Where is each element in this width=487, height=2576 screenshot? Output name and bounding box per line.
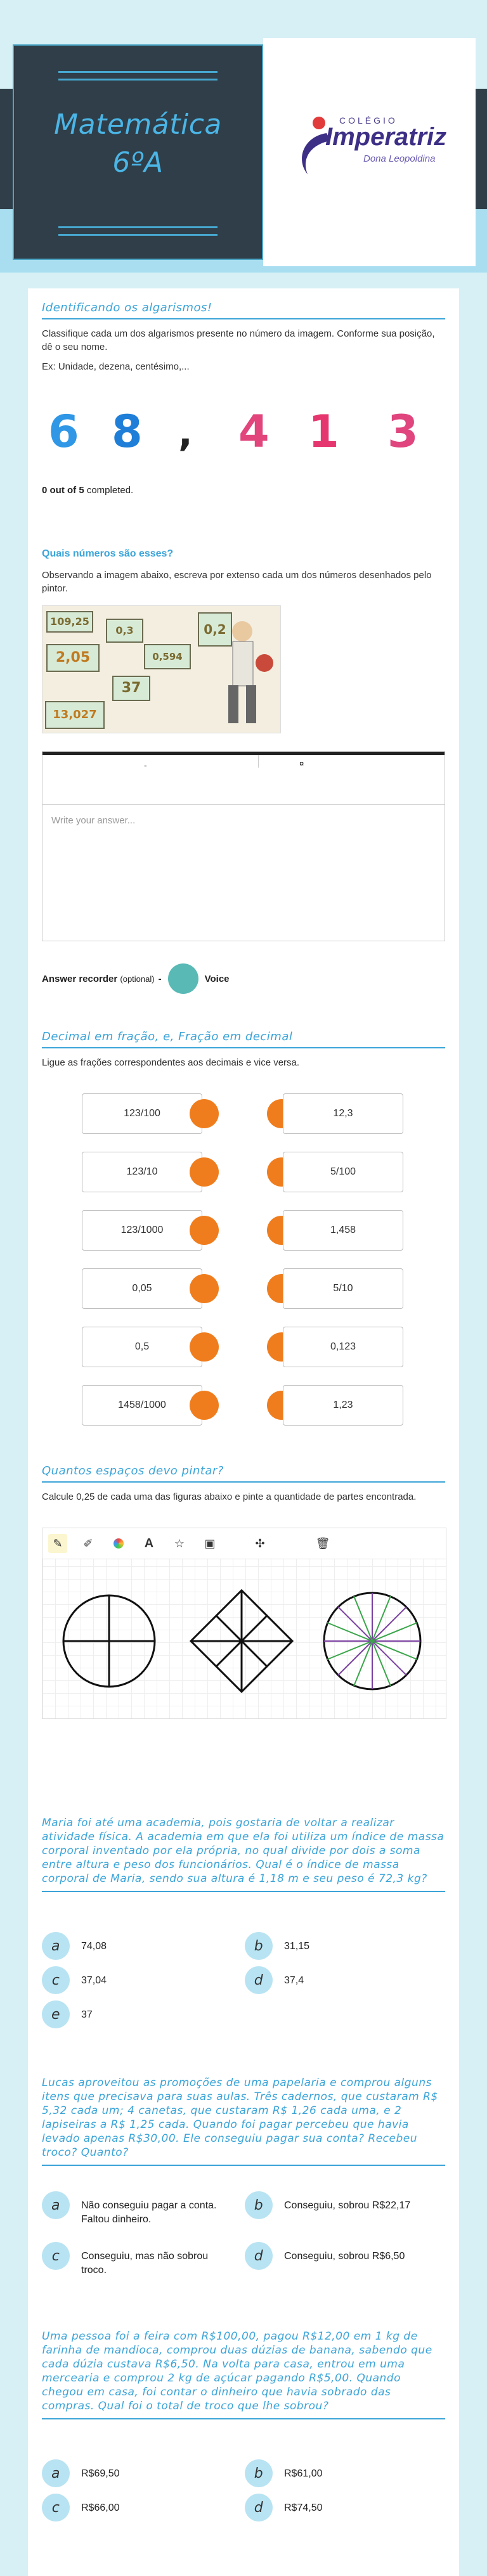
match-left-item[interactable]: 1458/1000 [82,1385,202,1426]
painter-board: 37 [112,676,150,701]
question-divider [42,1891,445,1892]
option-text: 37 [81,2009,93,2020]
answer-option-b[interactable] [245,2191,445,2219]
digit-glyph[interactable]: 1 [308,406,339,458]
option-text: 37,4 [284,1975,304,1986]
trash-icon[interactable]: 🗑 [315,1536,330,1550]
question-2 [42,2076,445,2304]
question-text: Maria foi até uma academia, pois gostaria de voltar a realizar atividade física. A academia em que ela foi utiliza um índice de massa corporal inventado por ela própria, no qual divide por dois a soma entre altura e peso dos funcionários. Qual é o índice de massa corporal de Maria, sendo sua altura é 1,18 m e seu peso é 72,3 kg? [42,1817,445,1885]
recorder-label: Answer recorder [42,973,118,984]
option-text: Conseguiu, sobrou R$22,17 [284,2200,411,2211]
option-letter: b [245,2459,273,2487]
answer-option-e[interactable] [42,2000,93,2028]
option-letter: a [42,2191,70,2219]
painter-board: 109,25 [46,611,93,633]
option-letter: d [245,2494,273,2521]
answer-option-d[interactable] [245,1966,304,1994]
course-banner [13,44,263,260]
option-text: 37,04 [81,1975,107,1986]
section-match-fractions [42,1030,445,1410]
digit-glyph[interactable]: 4 [238,406,269,458]
square-triangles-figure [191,1590,292,1692]
decor-line [58,79,218,80]
option-letter: c [42,2242,70,2270]
digit-glyph[interactable]: 6 [48,406,79,458]
figures-drawing [42,1559,446,1717]
answer-toolbar [42,752,445,805]
option-text: R$69,50 [81,2468,120,2479]
painter-image [42,605,281,733]
logo-school: COLÉGIO [339,115,398,126]
section-instruction: Ligue as frações correspondentes aos decimais e vice versa. [42,1057,300,1068]
circle-quarters-figure [63,1595,155,1687]
digit-glyph[interactable]: 3 [387,406,419,458]
match-left-item[interactable]: 0,05 [82,1268,202,1309]
drawing-toolbar [42,1528,446,1559]
recorder-optional: (optional) [120,974,155,984]
match-left-item[interactable]: 123/10 [82,1152,202,1192]
decor-line [58,234,218,236]
option-text: 31,15 [284,1941,310,1952]
option-letter: a [42,1932,70,1960]
section-example: Ex: Unidade, dezena, centésimo,... [42,361,190,372]
recorder-dash: - [158,973,162,984]
match-right-item[interactable]: 5/10 [283,1268,403,1309]
option-letter: d [245,2242,273,2270]
question-text: Uma pessoa foi a feira com R$100,00, pagou R$12,00 em 1 kg de farinha de mandioca, comprou duas dúzias de banana, sabendo que cada dúzia custava R$6,50. Na volta para casa, entrou em uma mercearia e comprou 2 kg de açúcar pagando R$5,00. Quando chegou em casa, foi contar o dinheiro que havia sobrado das compras. Qual foi o total de troco que lhe sobrou? [42,2330,432,2412]
painter-figure-icon [204,606,280,733]
match-connector[interactable] [190,1391,219,1420]
answer-box [42,751,445,941]
voice-label: Voice [204,973,230,984]
section-instruction: Calcule 0,25 de cada uma das figuras abaixo e pinte a quantidade de partes encontrada. [42,1491,417,1502]
option-text: Conseguiu, sobrou R$6,50 [284,2251,405,2262]
logo-name: Imperatriz [325,123,447,151]
match-right-item[interactable]: 1,458 [283,1210,403,1251]
circle-sixteenths-figure [324,1593,420,1689]
match-left-item[interactable]: 0,5 [82,1327,202,1367]
option-text: 74,08 [81,1941,107,1952]
toolbar-separator [258,755,259,768]
text-tool-icon[interactable]: A [144,1536,154,1550]
digits-image [42,406,445,475]
option-text: R$74,50 [284,2502,323,2513]
painter-board: 0,3 [106,619,143,643]
decor-line [58,71,218,73]
option-letter: a [42,2459,70,2487]
lesson-page [28,288,459,2576]
match-right-item[interactable]: 5/100 [283,1152,403,1192]
answer-option-d[interactable] [245,2242,445,2270]
answer-option-a[interactable] [42,1932,107,1960]
digit-glyph[interactable]: 8 [112,406,143,458]
answer-option-c[interactable] [42,2494,120,2521]
painter-board: 0,2 [198,612,232,647]
match-connector[interactable] [190,1157,219,1187]
answer-option-d[interactable] [245,2494,323,2521]
option-text: Não conseguiu pagar a conta. Faltou dinheiro. [81,2200,217,2225]
match-right-item[interactable]: 12,3 [283,1093,403,1134]
logo-card [263,38,476,266]
match-connector[interactable] [190,1332,219,1362]
question-3 [42,2329,445,2545]
course-title-line1: Matemática [54,108,222,141]
marker-icon[interactable]: ✐ [83,1536,93,1550]
match-right-item[interactable]: 0,123 [283,1327,403,1367]
pencil-icon[interactable]: ✎ [48,1534,67,1553]
option-text: R$61,00 [284,2468,323,2479]
progress-status [42,485,133,496]
match-connector[interactable] [190,1099,219,1128]
option-letter: d [245,1966,273,1994]
match-right-item[interactable]: 1,23 [283,1385,403,1426]
digit-comma: , [178,411,193,455]
drawing-canvas[interactable] [42,1528,446,1719]
answer-option-a[interactable] [42,2459,120,2487]
logo-sub: Dona Leopoldina [363,153,436,164]
answer-option-b[interactable] [245,1932,309,1960]
option-letter: b [245,2191,273,2219]
question-text: Lucas aproveitou as promoções de uma papelaria e comprou alguns itens que precisava para suas aulas. Três cadernos, que custaram R$ 5,32 cada um; 4 canetas, que custaram R$ 1,26 cada uma, e 2 lapiseiras a R$ 1,25 cada. Quando foi pagar percebeu que havia levado apenas R$30,00. Ele conseguiu pagar sua conta? Recebeu troco? Quanto? [42,2077,438,2159]
school-logo [289,114,453,190]
record-voice-button[interactable] [168,963,198,994]
answer-option-c[interactable] [42,2242,232,2277]
match-connector[interactable] [190,1274,219,1303]
section-title: Decimal em fração, e, Fração em decimal [42,1030,445,1048]
answer-input[interactable]: Write your answer... [51,815,136,826]
option-text: R$66,00 [81,2502,120,2513]
star-shape-icon[interactable]: ☆ [174,1536,185,1550]
image-icon[interactable]: ▣ [204,1536,216,1550]
option-letter: c [42,1966,70,1994]
decor-line [58,226,218,228]
section-painter-numbers [42,548,445,1005]
section-instruction: Classifique cada um dos algarismos presente no número da imagem. Conforme sua posição, dê o seu nome. [42,328,435,352]
move-icon[interactable]: ✣ [255,1536,265,1550]
option-letter: c [42,2494,70,2521]
section-instruction: Observando a imagem abaixo, escreva por extenso cada um dos números desenhados pelo pintor. [42,570,432,594]
match-connector[interactable] [190,1216,219,1245]
progress-suffix: completed. [86,485,134,496]
option-letter: e [42,2000,70,2028]
section-paint-areas [42,1464,445,1730]
progress-count: 0 out of 5 [42,485,84,496]
color-picker-icon[interactable] [109,1534,128,1553]
painter-board: 0,594 [144,644,191,669]
painter-board: 2,05 [46,644,100,672]
toolbar-icon[interactable]: ¤ [299,759,304,768]
answer-recorder [42,963,230,994]
answer-option-b[interactable] [245,2459,323,2487]
section-title: Quantos espaços devo pintar? [42,1464,445,1483]
course-title [14,106,262,182]
course-title-line2: 6ºA [112,146,164,179]
painter-board: 13,027 [45,701,105,729]
option-text: Conseguiu, mas não sobrou troco. [81,2251,209,2276]
section-title: Quais números são esses? [42,548,174,559]
question-1 [42,1816,445,2025]
option-letter: b [245,1932,273,1960]
answer-option-c[interactable] [42,1966,107,1994]
section-identify-digits [42,301,445,523]
match-left-item[interactable]: 123/100 [82,1093,202,1134]
question-divider [42,2165,445,2166]
match-left-item[interactable]: 123/1000 [82,1210,202,1251]
answer-option-a[interactable] [42,2191,232,2227]
question-divider [42,2418,445,2419]
toolbar-dash[interactable]: - [144,760,147,770]
section-title: Identificando os algarismos! [42,301,445,319]
